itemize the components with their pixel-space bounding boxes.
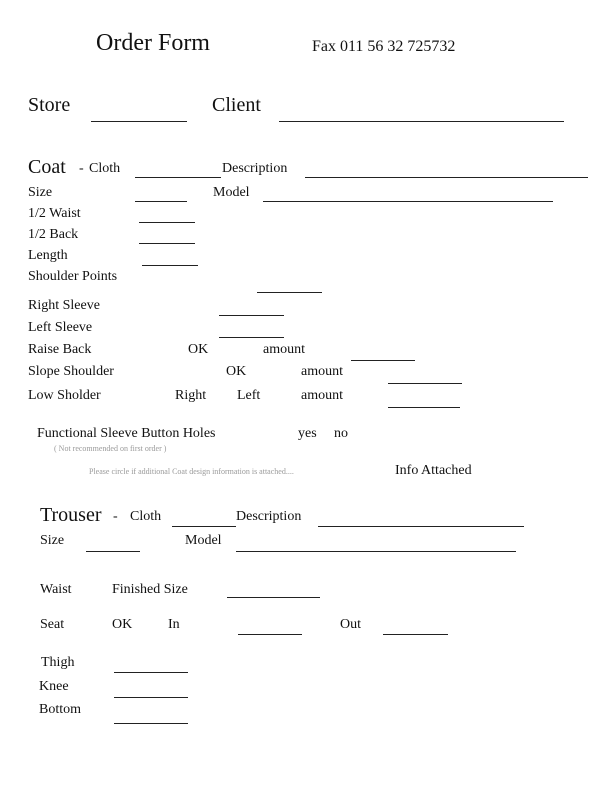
coat-size-label: Size [28, 185, 53, 200]
raise-back-amount-field[interactable] [351, 360, 415, 361]
seat-ok[interactable]: OK [112, 617, 133, 632]
trouser-model-field[interactable] [236, 551, 516, 552]
low-shoulder-label: Low Sholder [28, 388, 101, 403]
bottom-label: Bottom [39, 702, 82, 717]
trouser-size-field[interactable] [86, 551, 140, 552]
client-field[interactable] [279, 121, 564, 122]
store-field[interactable] [91, 121, 187, 122]
circle-note: Please circle if additional Coat design information is attached.... [89, 467, 294, 476]
shoulder-points-label: Shoulder Points [28, 269, 118, 284]
coat-model-label: Model [213, 185, 250, 200]
low-shoulder-right[interactable]: Right [175, 388, 207, 403]
slope-shoulder-ok[interactable]: OK [226, 364, 247, 379]
seat-in-field[interactable] [238, 634, 302, 635]
form-title: Order Form [96, 30, 210, 56]
coat-heading: Coat [28, 156, 66, 178]
fax-number: Fax 011 56 32 725732 [312, 38, 456, 55]
trouser-dash: - [113, 509, 118, 524]
button-holes-note: ( Not recommended on first order ) [54, 444, 167, 453]
coat-cloth-field[interactable] [135, 177, 221, 178]
coat-size-field[interactable] [135, 201, 187, 202]
thigh-field[interactable] [114, 672, 188, 673]
half-back-label: 1/2 Back [28, 227, 79, 242]
slope-shoulder-amount-field[interactable] [388, 383, 462, 384]
shoulder-points-field[interactable] [257, 292, 322, 293]
raise-back-ok[interactable]: OK [188, 342, 209, 357]
finished-size-field[interactable] [227, 597, 320, 598]
trouser-size-label: Size [40, 533, 65, 548]
trouser-description-label: Description [236, 509, 302, 524]
info-attached[interactable]: Info Attached [395, 463, 472, 478]
button-holes-label: Functional Sleeve Button Holes [37, 426, 216, 441]
coat-description-field[interactable] [305, 177, 588, 178]
coat-description-label: Description [222, 161, 288, 176]
half-waist-label: 1/2 Waist [28, 206, 81, 221]
knee-label: Knee [39, 679, 69, 694]
trouser-description-field[interactable] [318, 526, 524, 527]
knee-field[interactable] [114, 697, 188, 698]
length-label: Length [28, 248, 68, 263]
right-sleeve-label: Right Sleeve [28, 298, 100, 313]
raise-back-label: Raise Back [28, 342, 92, 357]
coat-model-field[interactable] [263, 201, 553, 202]
finished-size-label: Finished Size [112, 582, 188, 597]
left-sleeve-field[interactable] [219, 337, 284, 338]
seat-out-field[interactable] [383, 634, 448, 635]
client-label: Client [212, 94, 261, 116]
half-waist-field[interactable] [139, 222, 195, 223]
coat-cloth-label: Cloth [89, 161, 121, 176]
bottom-field[interactable] [114, 723, 188, 724]
trouser-cloth-label: Cloth [130, 509, 162, 524]
slope-shoulder-label: Slope Shoulder [28, 364, 114, 379]
thigh-label: Thigh [41, 655, 75, 670]
seat-in-label: In [168, 617, 180, 632]
waist-label: Waist [40, 582, 72, 597]
coat-dash: - [79, 161, 84, 176]
seat-label: Seat [40, 617, 65, 632]
half-back-field[interactable] [139, 243, 195, 244]
low-shoulder-left[interactable]: Left [237, 388, 261, 403]
seat-out-label: Out [340, 617, 361, 632]
left-sleeve-label: Left Sleeve [28, 320, 93, 335]
trouser-cloth-field[interactable] [172, 526, 236, 527]
trouser-model-label: Model [185, 533, 222, 548]
button-holes-yes[interactable]: yes [298, 426, 317, 441]
length-field[interactable] [142, 265, 198, 266]
button-holes-no[interactable]: no [334, 426, 348, 441]
raise-back-amount-label: amount [263, 342, 305, 357]
low-shoulder-amount-label: amount [301, 388, 343, 403]
store-label: Store [28, 94, 71, 116]
low-shoulder-amount-field[interactable] [388, 407, 460, 408]
right-sleeve-field[interactable] [219, 315, 284, 316]
trouser-heading: Trouser [40, 504, 102, 526]
slope-shoulder-amount-label: amount [301, 364, 343, 379]
